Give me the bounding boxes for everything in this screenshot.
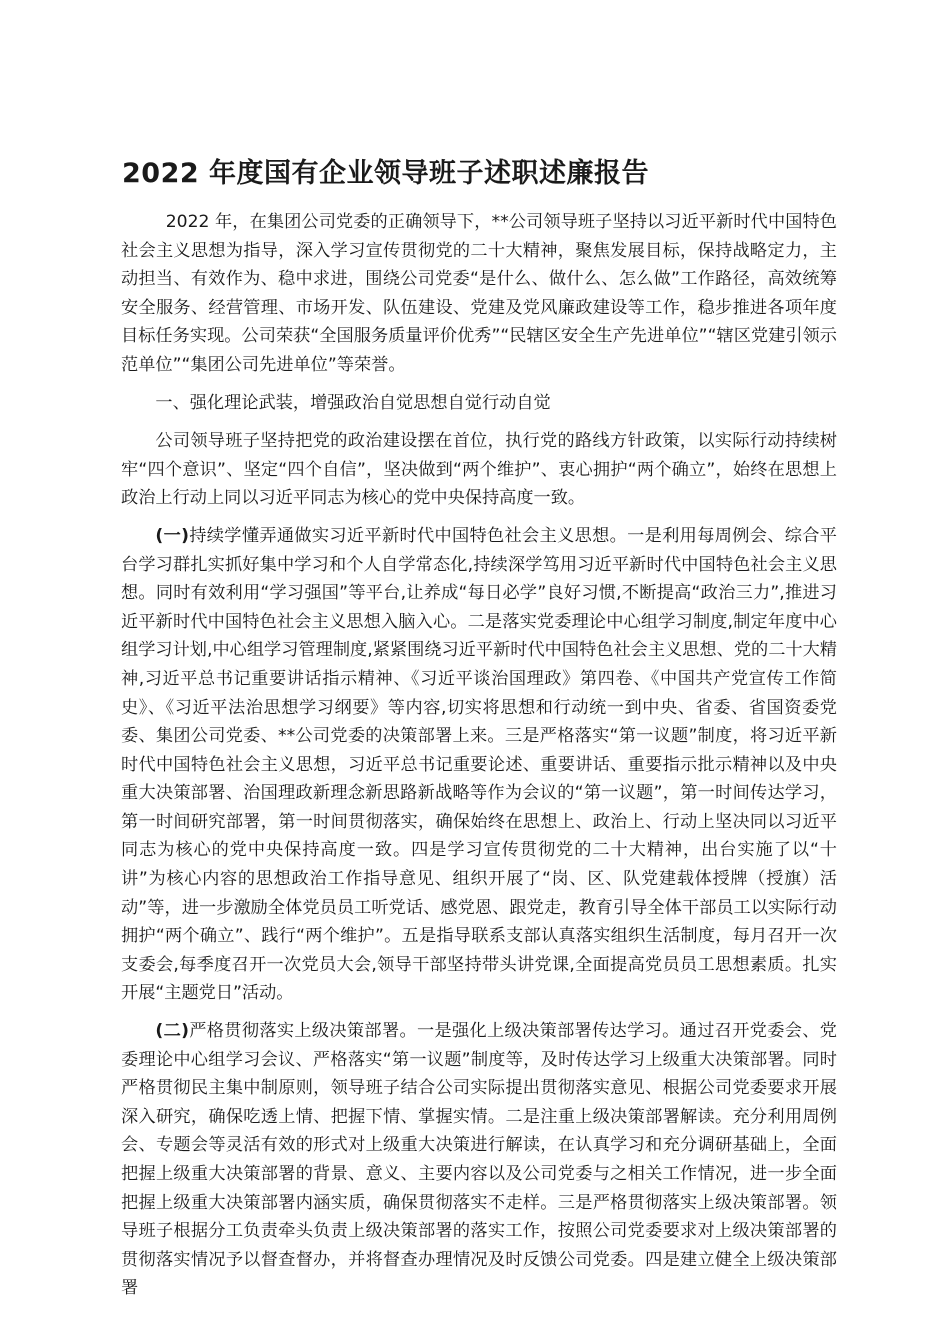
document-body [121,208,837,1312]
section-paragraph [121,427,837,513]
intro-text: 2022 年，在集团公司党委的正确领导下，**公司领导班子坚持以习近平新时代中国特色社会主义思想为指导，深入学习宣传贯彻党的二十大精神，聚焦发展目标，保持战略定力，主动担当、有效作为、稳中求进，围绕公司党委“是什么、做什么、怎么做”工作路径，高效统筹安全服务、经营管理、市场开发、队伍建设、党建及党风廉政建设等工作，稳步推进各项年度目标任务实现。公司荣获“全国服务质量评价优秀”“民辖区安全生产先进单位”“辖区党建引领示范单位”“集团公司先进单位”等荣誉。 [121,212,837,375]
intro-paragraph [121,208,837,380]
section-paragraph-text: 公司领导班子坚持把党的政治建设摆在首位，执行党的路线方针政策，以实际行动持续树牢“四个意识”、坚定“四个自信”，坚决做到“两个维护”、衷心拥护“两个确立”，始终在思想上政治上行动上同以习近平同志为核心的党中央保持高度一致。 [121,431,837,509]
document-title: 2022 年度国有企业领导班子述职述廉报告 [122,158,650,189]
subsection-two-text: 严格贯彻落实上级决策部署。一是强化上级决策部署传达学习。通过召开党委会、党委理论中心组学习会议、严格落实“第一议题”制度等，及时传达学习上级重大决策部署。同时严格贯彻民主集中制原则，领导班子结合公司实际提出贯彻落实意见、根据公司党委要求开展深入研究，确保吃透上情、把握下情、掌握实情。二是注重上级决策部署解读。充分利用周例会、专题会等灵活有效的形式对上级重大决策进行解读，在认真学习和充分调研基础上，全面把握上级重大决策部署的背景、意义、主要内容以及公司党委与之相关工作情况，进一步全面把握上级重大决策部署内涵实质，确保贯彻落实不走样。三是严格贯彻落实上级决策部署。领导班子根据分工负责牵头负责上级决策部署的落实工作，按照公司党委要求对上级决策部署的贯彻落实情况予以督查督办，并将督查办理情况及时反馈公司党委。四是建立健全上级决策部署 [121,1021,837,1299]
subsection-two-marker: (二) [155,1021,189,1042]
section-heading-text: 一、强化理论武装，增强政治自觉思想自觉行动自觉 [155,392,551,413]
subsection-one-paragraph [121,522,837,1008]
section-heading [121,389,837,418]
subsection-two-paragraph [121,1017,837,1303]
subsection-one-text: 持续学懂弄通做实习近平新时代中国特色社会主义思想。一是利用每周例会、综合平台学习群扎实抓好集中学习和个人自学常态化,持续深学笃用习近平新时代中国特色社会主义思想。同时有效利用“学习强国”等平台,让养成“每日必学”良好习惯,不断提高“政治三力”,推进习近平新时代中国特色社会主义思想入脑入心。二是落实党委理论中心组学习制度,制定年度中心组学习计划,中心组学习管理制度,紧紧围绕习近平新时代中国特色社会主义思想、党的二十大精神,习近平总书记重要讲话指示精神、《习近平谈治国理政》第四卷、《中国共产党宣传工作简史》、《习近平法治思想学习纲要》等内容,切实将思想和行动统一到中央、省委、省国资委党委、集团公司党委、**公司党委的决策部署上来。三是严格落实“第一议题”制度，将习近平新时代中国特色社会主义思想，习近平总书记重要论述、重要讲话、重要指示批示精神以及中央重大决策部署、治国理政新理念新思路新战略等作为会议的“第一议题”，第一时间传达学习，第一时间研究部署，第一时间贯彻落实，确保始终在思想上、政治上、行动上坚决同以习近平同志为核心的党中央保持高度一致。四是学习宣传贯彻党的二十大精神，出台实施了以“十讲”为核心内容的思想政治工作指导意见、组织开展了“岗、区、队党建载体授牌（授旗）活动”等，进一步激励全体党员员工听党话、感党恩、跟党走，教育引导全体干部员工以实际行动拥护“两个确立”、践行“两个维护”。五是指导联系支部认真落实组织生活制度，每月召开一次支委会,每季度召开一次党员大会,领导干部坚持带头讲党课,全面提高党员员工思想素质。扎实开展“主题党日”活动。 [121,525,837,1004]
subsection-one-marker: (一) [155,525,189,546]
